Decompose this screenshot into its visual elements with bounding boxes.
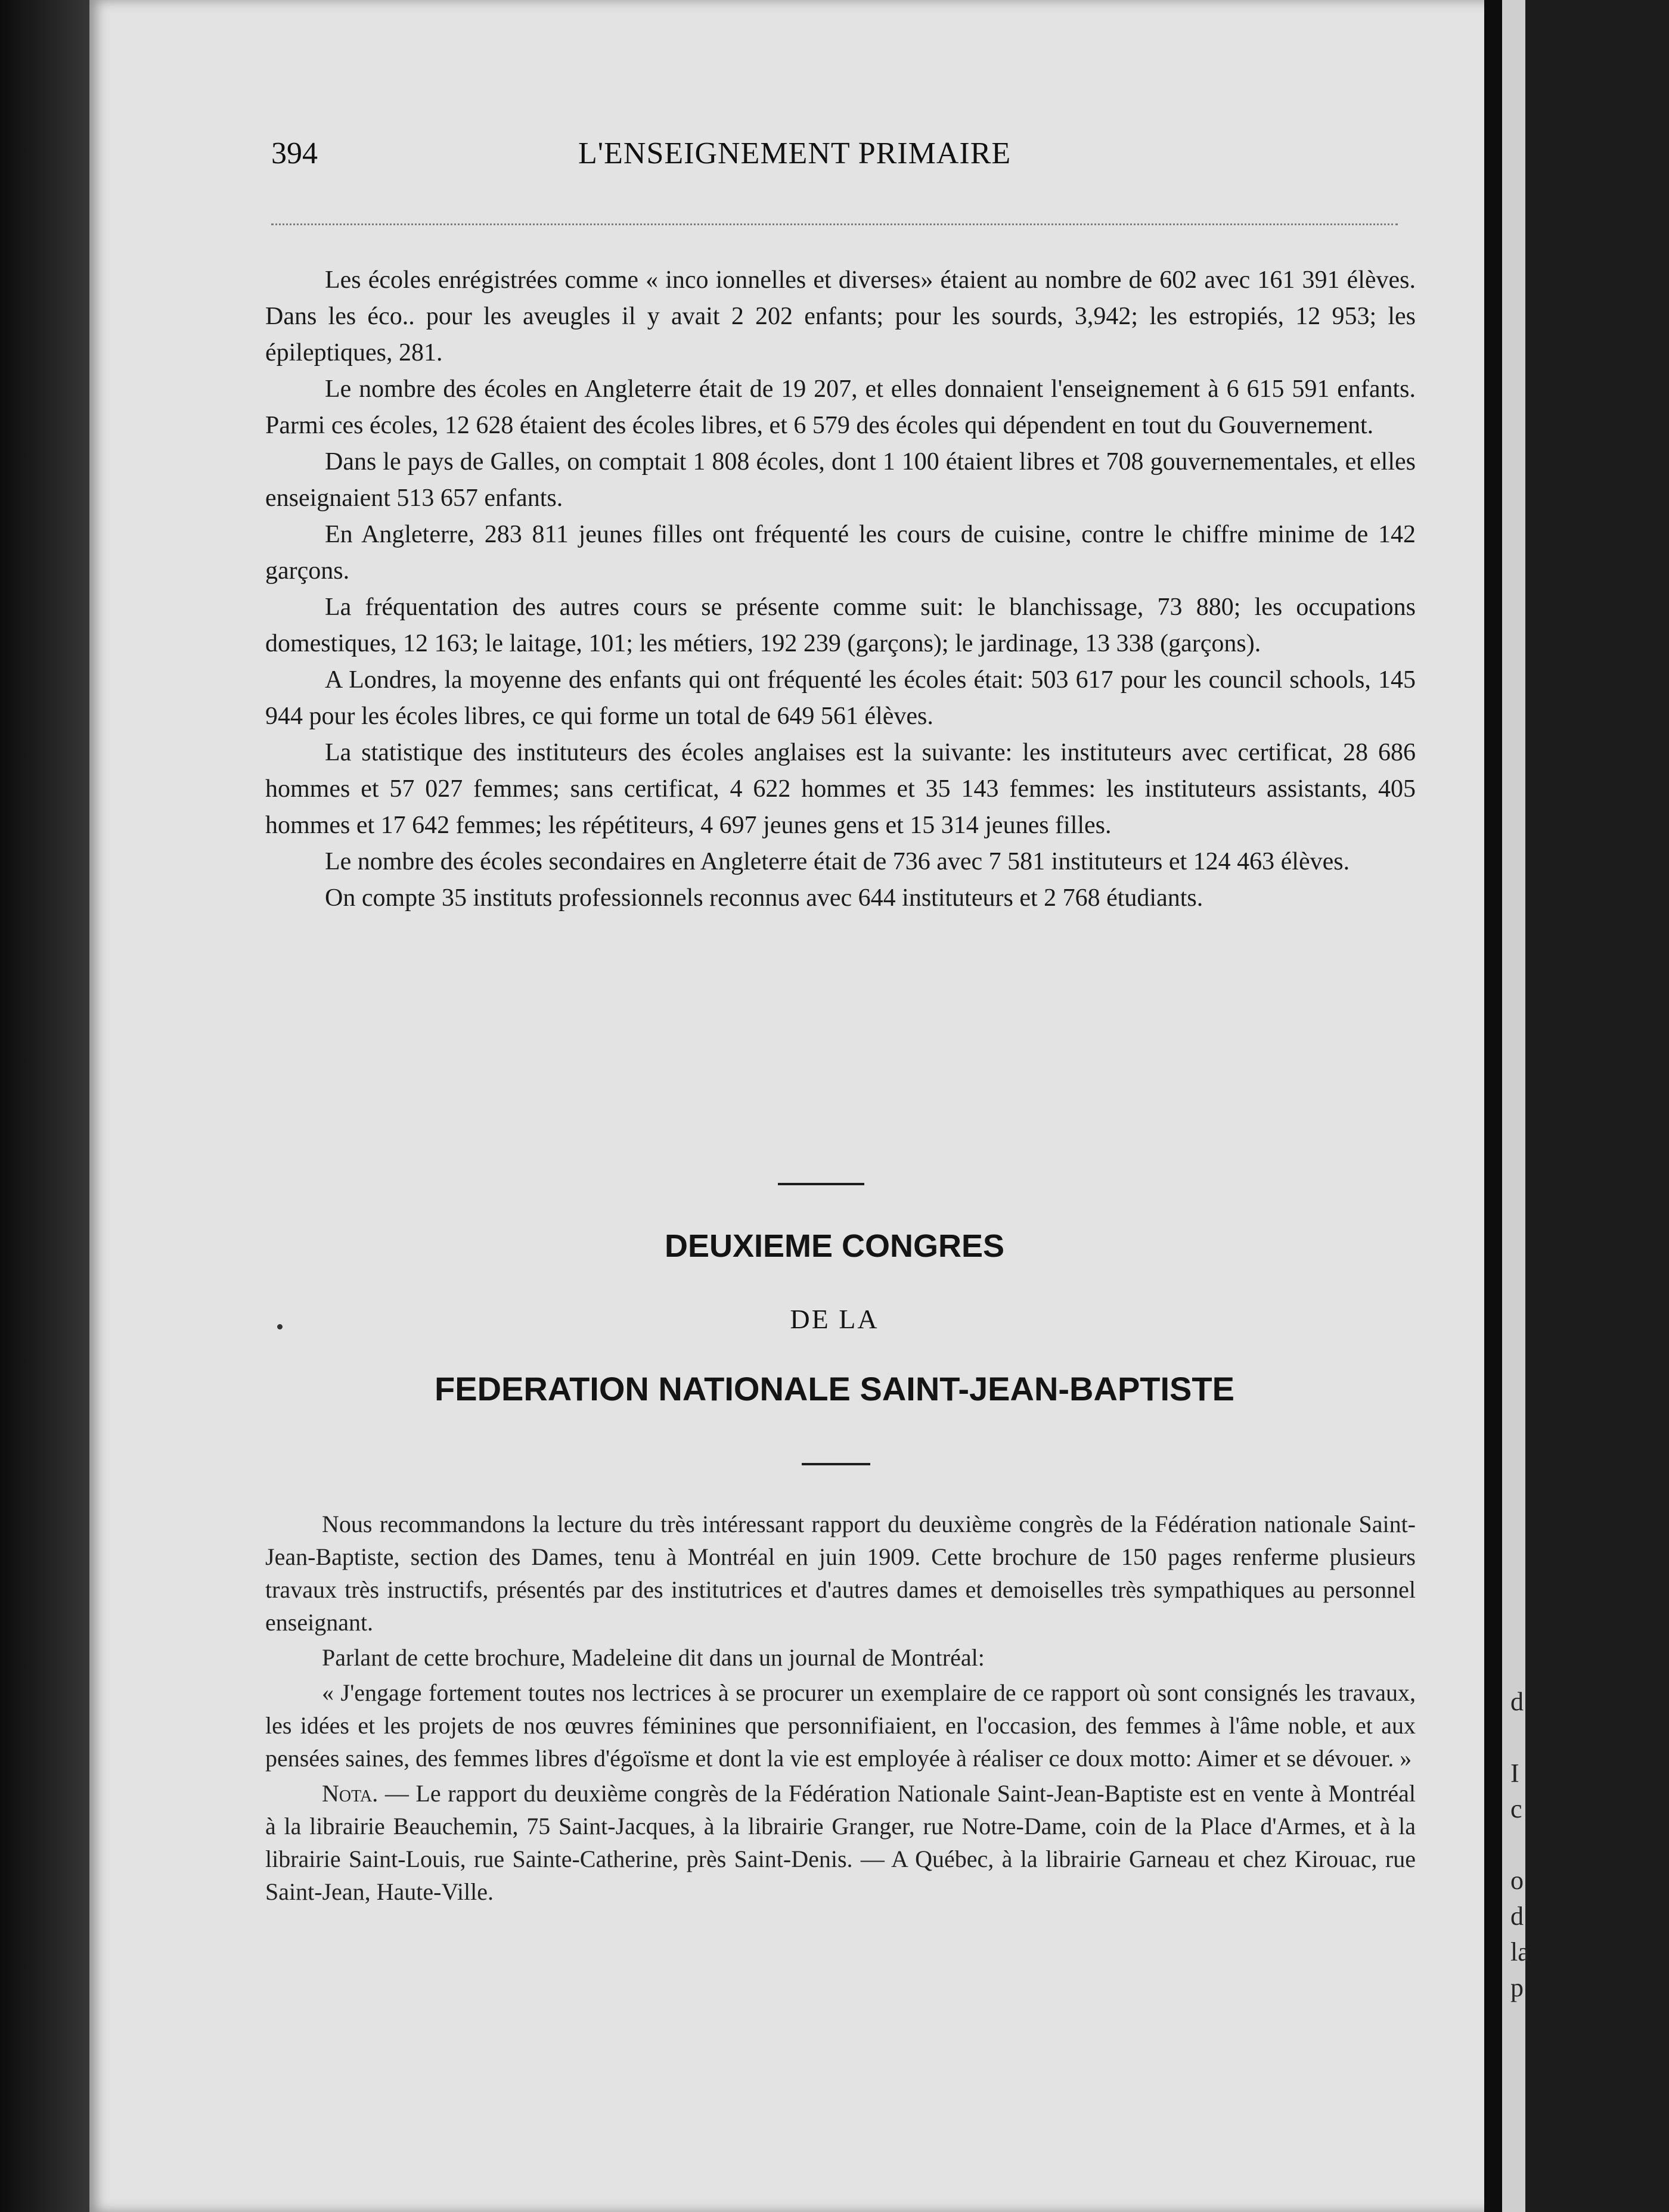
nota-label: Nota. <box>322 1780 379 1807</box>
paragraph: La fréquentation des autres cours se présente comme suit: le blanchissage, 73 880; les occupations domestiques, 12 163; le laitage, 101; les métiers, 192 239 (garçons); le jardinage, 13 338 (garçons). <box>265 594 1416 657</box>
paragraph: Nous recommandons la lecture du très intéressant rapport du deuxième congrès de la Fédération nationale Saint-Jean-Baptiste, section des Dames, tenu à Montréal en juin 1909. Cette brochure de 150 pages renferme plusieurs travaux très instructifs, présentés par des institutrices et d'autres dames et demoiselles très sympathiques au personnel enseignant. <box>265 1511 1416 1636</box>
section-divider-top <box>778 1183 864 1185</box>
book-gutter <box>1484 0 1502 2212</box>
quoted-paragraph: « J'engage fortement toutes nos lectrices à se procurer un exemplaire de ce rapport où sont consignés les travaux, les idées et les projets de nos œuvres féminines que personnifiaient, en l'occasion, des femmes à l'âme noble, et aux pensées saines, des femmes libres d'égoïsme et dont la vie est employée à réaliser ce doux motto: Aimer et se dévouer. » <box>265 1679 1416 1772</box>
paragraph: A Londres, la moyenne des enfants qui ont fréquenté les écoles était: 503 617 pour les council schools, 145 944 pour les écoles libres, ce qui forme un total de 649 561 élèves. <box>265 666 1416 730</box>
paragraph: Dans le pays de Galles, on comptait 1 808 écoles, dont 1 100 étaient libres et 708 gouvernementales, et elles enseignaient 513 657 enfants. <box>265 448 1416 512</box>
adjacent-page-fragment: d <box>1510 1687 1524 1716</box>
section-title-line1: DEUXIEME CONGRES <box>664 1228 1005 1264</box>
adjacent-page-fragment: I <box>1510 1759 1519 1788</box>
adjacent-page-fragment: d <box>1510 1902 1524 1931</box>
statistics-section <box>265 262 1416 917</box>
nota-text: — Le rapport du deuxième congrès de la Fédération Nationale Saint-Jean-Baptiste est en vente à Montréal à la librairie Beauchemin, 75 Saint-Jacques, à la librairie Granger, rue Notre-Dame, coin de la Place d'Armes, et à la librairie Saint-Louis, rue Sainte-Catherine, près Saint-Denis. — A Québec, à la librairie Garneau et chez Kirouac, rue Saint-Jean, Haute-Ville. <box>265 1780 1416 1905</box>
scan-left-edge <box>0 0 95 2212</box>
paragraph: Le nombre des écoles secondaires en Angleterre était de 736 avec 7 581 instituteurs et 124 463 élèves. <box>325 848 1350 875</box>
header-rule <box>271 223 1398 225</box>
adjacent-page-fragment: la <box>1510 1937 1530 1966</box>
adjacent-page-fragment: c <box>1510 1794 1522 1823</box>
running-title: L'ENSEIGNEMENT PRIMAIRE <box>578 136 1012 170</box>
section-divider-bottom <box>802 1463 870 1465</box>
paragraph: On compte 35 instituts professionnels reconnus avec 644 instituteurs et 2 768 étudiants. <box>325 884 1203 912</box>
adjacent-page-fragment: o <box>1510 1866 1524 1895</box>
paragraph: Le nombre des écoles en Angleterre était de 19 207, et elles donnaient l'enseignement à 6 615 591 enfants. Parmi ces écoles, 12 628 étaient des écoles libres, et 6 579 des écoles qui dépendent en tout du Gouvernement. <box>265 375 1416 439</box>
adjacent-page-fragment: p <box>1510 1973 1524 2002</box>
paragraph: La statistique des instituteurs des écoles anglaises est la suivante: les instituteurs avec certificat, 28 686 hommes et 57 027 femmes; sans certificat, 4 622 hommes et 35 143 femmes: les instituteurs assistants, 405 hommes et 17 642 femmes; les répétiteurs, 4 697 jeunes gens et 15 314 jeunes filles. <box>265 739 1416 839</box>
section-title-line2: DE LA <box>790 1304 879 1334</box>
page-header <box>271 136 1118 184</box>
paragraph: Parlant de cette brochure, Madeleine dit dans un journal de Montréal: <box>322 1644 985 1671</box>
paragraph: Les écoles enrégistrées comme « inco ionnelles et diverses» étaient au nombre de 602 avec 161 391 élèves. Dans les éco.. pour les aveugles il y avait 2 202 enfants; pour les sourds, 3,942; les estropiés, 12 953; les épileptiques, 281. <box>265 266 1416 366</box>
congress-notice <box>265 1508 1416 1910</box>
nota-paragraph <box>265 1777 1416 1908</box>
section-title-line3: FEDERATION NATIONALE SAINT-JEAN-BAPTISTE <box>435 1370 1234 1408</box>
paragraph: En Angleterre, 283 811 jeunes filles ont fréquenté les cours de cuisine, contre le chiffre minime de 142 garçons. <box>265 521 1416 585</box>
page-number: 394 <box>271 136 318 170</box>
